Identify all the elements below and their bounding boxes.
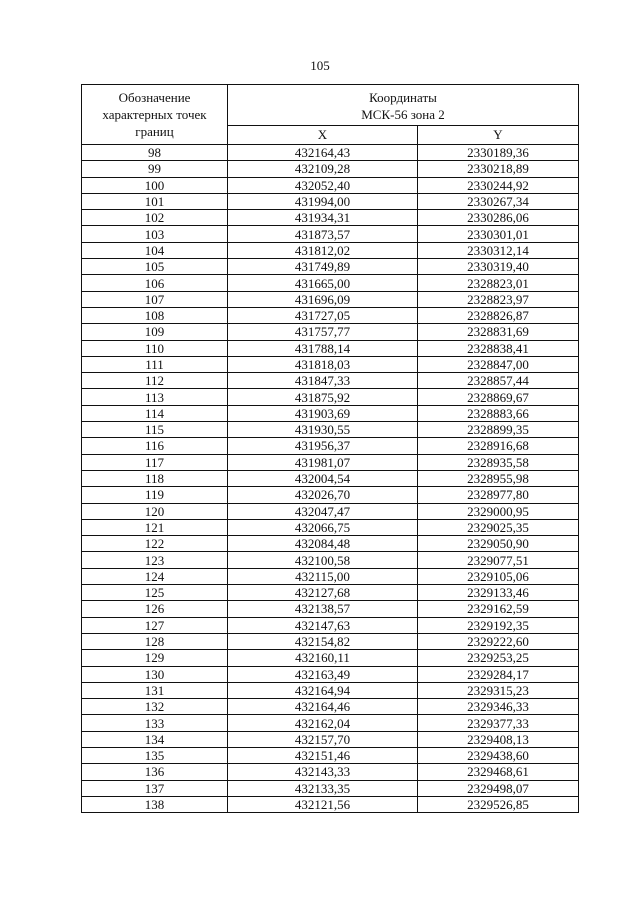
x-cell: 431788,14 xyxy=(228,340,418,356)
x-cell: 432100,58 xyxy=(228,552,418,568)
x-cell: 432052,40 xyxy=(228,177,418,193)
x-cell: 432157,70 xyxy=(228,731,418,747)
y-cell: 2329133,46 xyxy=(418,585,579,601)
point-cell: 127 xyxy=(82,617,228,633)
y-cell: 2329498,07 xyxy=(418,780,579,796)
point-cell: 134 xyxy=(82,731,228,747)
point-cell: 108 xyxy=(82,307,228,323)
x-cell: 432047,47 xyxy=(228,503,418,519)
x-cell: 431847,33 xyxy=(228,373,418,389)
table-row xyxy=(82,405,579,421)
point-cell: 128 xyxy=(82,633,228,649)
y-cell: 2328847,00 xyxy=(418,356,579,372)
table-header xyxy=(82,85,579,145)
x-cell: 431981,07 xyxy=(228,454,418,470)
table-row xyxy=(82,145,579,161)
y-cell: 2329077,51 xyxy=(418,552,579,568)
point-cell: 113 xyxy=(82,389,228,405)
y-cell: 2329284,17 xyxy=(418,666,579,682)
point-cell: 102 xyxy=(82,210,228,226)
table-row xyxy=(82,666,579,682)
table-row xyxy=(82,356,579,372)
point-cell: 105 xyxy=(82,259,228,275)
y-cell: 2328916,68 xyxy=(418,438,579,454)
table-row xyxy=(82,422,579,438)
point-cell: 125 xyxy=(82,585,228,601)
point-designation-header xyxy=(82,85,228,145)
y-cell: 2328883,66 xyxy=(418,405,579,421)
x-cell: 432133,35 xyxy=(228,780,418,796)
x-cell: 431696,09 xyxy=(228,291,418,307)
y-cell: 2328935,58 xyxy=(418,454,579,470)
x-cell: 432066,75 xyxy=(228,519,418,535)
table-row xyxy=(82,259,579,275)
y-cell: 2329377,33 xyxy=(418,715,579,731)
y-cell: 2329438,60 xyxy=(418,747,579,763)
point-cell: 136 xyxy=(82,764,228,780)
table-row xyxy=(82,764,579,780)
x-cell: 432138,57 xyxy=(228,601,418,617)
x-cell: 431812,02 xyxy=(228,242,418,258)
y-cell: 2330319,40 xyxy=(418,259,579,275)
x-cell: 432147,63 xyxy=(228,617,418,633)
table-row xyxy=(82,731,579,747)
table-row xyxy=(82,487,579,503)
group-header-line: МСК-56 зона 2 xyxy=(361,107,445,122)
table-row xyxy=(82,715,579,731)
table-row xyxy=(82,275,579,291)
coordinates-group-header xyxy=(228,85,579,126)
point-cell: 103 xyxy=(82,226,228,242)
point-cell: 119 xyxy=(82,487,228,503)
x-cell: 432084,48 xyxy=(228,536,418,552)
table-row xyxy=(82,210,579,226)
table-row xyxy=(82,747,579,763)
point-cell: 137 xyxy=(82,780,228,796)
point-cell: 100 xyxy=(82,177,228,193)
y-cell: 2328899,35 xyxy=(418,422,579,438)
table-row xyxy=(82,291,579,307)
y-cell: 2329000,95 xyxy=(418,503,579,519)
coordinates-table xyxy=(81,84,579,813)
page-number: 105 xyxy=(310,58,330,73)
point-cell: 138 xyxy=(82,796,228,812)
x-cell: 431994,00 xyxy=(228,193,418,209)
x-cell: 431875,92 xyxy=(228,389,418,405)
point-cell: 101 xyxy=(82,193,228,209)
table-row xyxy=(82,780,579,796)
table-row xyxy=(82,601,579,617)
table-body xyxy=(82,145,579,813)
x-cell: 432026,70 xyxy=(228,487,418,503)
y-cell: 2329105,06 xyxy=(418,568,579,584)
table-row xyxy=(82,536,579,552)
y-cell: 2329408,13 xyxy=(418,731,579,747)
x-cell: 431818,03 xyxy=(228,356,418,372)
y-cell: 2328823,01 xyxy=(418,275,579,291)
x-cell: 432164,94 xyxy=(228,682,418,698)
table-row xyxy=(82,650,579,666)
x-cell: 431873,57 xyxy=(228,226,418,242)
x-cell: 431727,05 xyxy=(228,307,418,323)
table-row xyxy=(82,519,579,535)
point-cell: 121 xyxy=(82,519,228,535)
table-row xyxy=(82,796,579,812)
y-cell: 2329526,85 xyxy=(418,796,579,812)
table-row xyxy=(82,389,579,405)
x-cell: 431757,77 xyxy=(228,324,418,340)
y-cell: 2328955,98 xyxy=(418,470,579,486)
x-cell: 432115,00 xyxy=(228,568,418,584)
table-row xyxy=(82,242,579,258)
table-row xyxy=(82,438,579,454)
table-row xyxy=(82,340,579,356)
x-cell: 432127,68 xyxy=(228,585,418,601)
y-cell: 2330267,34 xyxy=(418,193,579,209)
point-cell: 120 xyxy=(82,503,228,519)
point-cell: 111 xyxy=(82,356,228,372)
point-cell: 124 xyxy=(82,568,228,584)
x-cell: 431956,37 xyxy=(228,438,418,454)
y-cell: 2329222,60 xyxy=(418,633,579,649)
y-cell: 2330189,36 xyxy=(418,145,579,161)
y-cell: 2329253,25 xyxy=(418,650,579,666)
x-cell: 431665,00 xyxy=(228,275,418,291)
table-row xyxy=(82,193,579,209)
point-header-line: характерных точек xyxy=(102,107,207,122)
x-cell: 432164,43 xyxy=(228,145,418,161)
y-column-header: Y xyxy=(418,126,579,145)
table-row xyxy=(82,307,579,323)
y-cell: 2328831,69 xyxy=(418,324,579,340)
table-row xyxy=(82,454,579,470)
group-header-line: Координаты xyxy=(369,90,437,105)
x-cell: 432004,54 xyxy=(228,470,418,486)
x-cell: 432109,28 xyxy=(228,161,418,177)
x-cell: 432121,56 xyxy=(228,796,418,812)
x-cell: 432163,49 xyxy=(228,666,418,682)
y-cell: 2329025,35 xyxy=(418,519,579,535)
x-cell: 432162,04 xyxy=(228,715,418,731)
point-cell: 129 xyxy=(82,650,228,666)
y-cell: 2330286,06 xyxy=(418,210,579,226)
x-cell: 431934,31 xyxy=(228,210,418,226)
point-cell: 118 xyxy=(82,470,228,486)
point-header-line: границ xyxy=(135,124,174,139)
table-row xyxy=(82,161,579,177)
point-cell: 109 xyxy=(82,324,228,340)
point-cell: 106 xyxy=(82,275,228,291)
y-cell: 2329192,35 xyxy=(418,617,579,633)
table-row xyxy=(82,682,579,698)
table-row xyxy=(82,699,579,715)
table-row xyxy=(82,585,579,601)
point-cell: 122 xyxy=(82,536,228,552)
x-cell: 432164,46 xyxy=(228,699,418,715)
table-row xyxy=(82,177,579,193)
table-row xyxy=(82,552,579,568)
point-cell: 99 xyxy=(82,161,228,177)
x-cell: 431930,55 xyxy=(228,422,418,438)
table-row xyxy=(82,503,579,519)
y-cell: 2330301,01 xyxy=(418,226,579,242)
y-cell: 2329315,23 xyxy=(418,682,579,698)
point-cell: 133 xyxy=(82,715,228,731)
y-cell: 2328869,67 xyxy=(418,389,579,405)
point-cell: 116 xyxy=(82,438,228,454)
point-cell: 130 xyxy=(82,666,228,682)
table-row xyxy=(82,226,579,242)
y-cell: 2330312,14 xyxy=(418,242,579,258)
point-cell: 114 xyxy=(82,405,228,421)
y-cell: 2329050,90 xyxy=(418,536,579,552)
x-cell: 432151,46 xyxy=(228,747,418,763)
y-cell: 2330218,89 xyxy=(418,161,579,177)
point-header-line: Обозначение xyxy=(118,90,191,105)
x-cell: 432160,11 xyxy=(228,650,418,666)
point-cell: 132 xyxy=(82,699,228,715)
point-cell: 115 xyxy=(82,422,228,438)
point-cell: 107 xyxy=(82,291,228,307)
x-cell: 432154,82 xyxy=(228,633,418,649)
x-column-header: X xyxy=(228,126,418,145)
point-cell: 123 xyxy=(82,552,228,568)
point-cell: 131 xyxy=(82,682,228,698)
table-row xyxy=(82,373,579,389)
y-cell: 2329162,59 xyxy=(418,601,579,617)
y-cell: 2329468,61 xyxy=(418,764,579,780)
y-cell: 2328857,44 xyxy=(418,373,579,389)
y-cell: 2328838,41 xyxy=(418,340,579,356)
table-row xyxy=(82,324,579,340)
point-cell: 135 xyxy=(82,747,228,763)
point-cell: 112 xyxy=(82,373,228,389)
y-cell: 2328826,87 xyxy=(418,307,579,323)
x-cell: 431749,89 xyxy=(228,259,418,275)
y-cell: 2328823,97 xyxy=(418,291,579,307)
table-row xyxy=(82,470,579,486)
point-cell: 104 xyxy=(82,242,228,258)
table-row xyxy=(82,633,579,649)
table-row xyxy=(82,617,579,633)
y-cell: 2329346,33 xyxy=(418,699,579,715)
point-cell: 126 xyxy=(82,601,228,617)
y-cell: 2328977,80 xyxy=(418,487,579,503)
x-cell: 431903,69 xyxy=(228,405,418,421)
table-row xyxy=(82,568,579,584)
x-cell: 432143,33 xyxy=(228,764,418,780)
point-cell: 117 xyxy=(82,454,228,470)
y-cell: 2330244,92 xyxy=(418,177,579,193)
point-cell: 98 xyxy=(82,145,228,161)
point-cell: 110 xyxy=(82,340,228,356)
